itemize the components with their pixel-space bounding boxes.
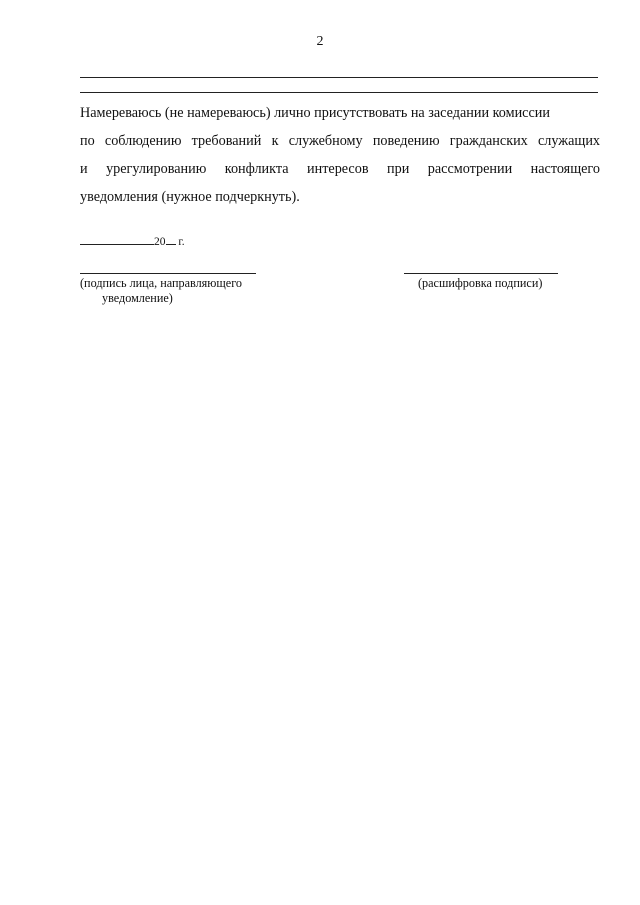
year-prefix: 20 bbox=[154, 236, 166, 248]
paragraph-line-4: уведомления (нужное подчеркнуть). bbox=[80, 189, 300, 205]
signature-caption-line-2: уведомление) bbox=[102, 291, 173, 305]
signature-line bbox=[80, 273, 256, 274]
paragraph-line-3: и урегулированию конфликта интересов при рассмотрении настоящего bbox=[80, 161, 600, 177]
blank-line-1 bbox=[80, 77, 598, 78]
signature-caption bbox=[80, 276, 242, 306]
year-suffix: г. bbox=[175, 236, 185, 248]
blank-line-2 bbox=[80, 92, 598, 93]
paragraph-line-2: по соблюдению требований к служебному поведению гражданских служащих bbox=[80, 133, 600, 149]
signature-caption-line-1: (подпись лица, направляющего bbox=[80, 276, 242, 290]
intent-paragraph bbox=[80, 99, 600, 211]
signature-transcript-caption: (расшифровка подписи) bbox=[418, 276, 543, 290]
signature-transcript-line bbox=[404, 273, 558, 274]
page-number: 2 bbox=[316, 34, 324, 49]
year-blank bbox=[166, 244, 176, 245]
date-field bbox=[80, 236, 185, 248]
date-blank bbox=[80, 244, 154, 245]
paragraph-line-1: Намереваюсь (не намереваюсь) лично присутствовать на заседании комиссии bbox=[80, 105, 550, 121]
